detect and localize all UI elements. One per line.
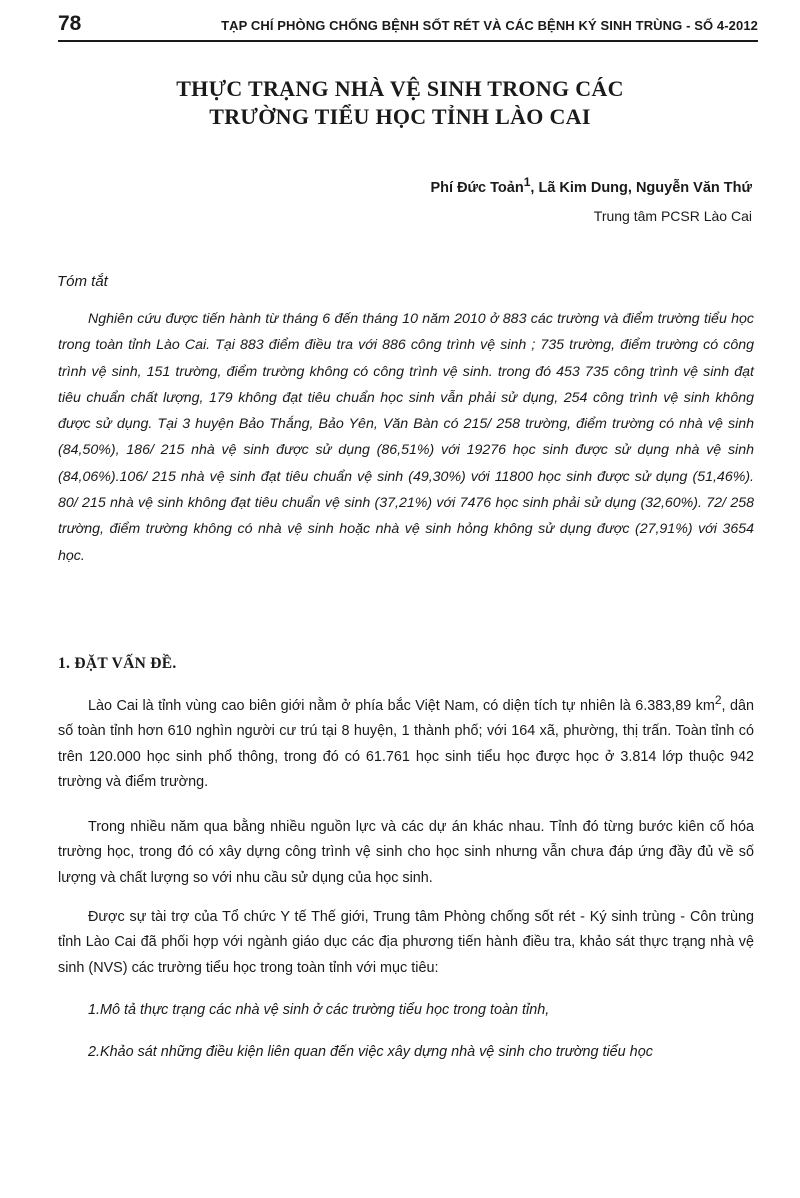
page-number: 78: [58, 12, 82, 35]
author-affiliation-mark: 1: [523, 175, 531, 189]
paragraph-background: Trong nhiều năm qua bằng nhiều nguồn lực và các dự án khác nhau. Tỉnh đó từng bước kiên cố hóa trường học, trong đó có xây dựng công trình vệ sinh cho học sinh nhưng vẫn chưa đáp ứng đầy đủ về số lượng và chất lượng so với nhu cầu sử dụng của học sinh.: [58, 819, 754, 886]
header-rule: [58, 40, 758, 42]
author-block: [430, 172, 752, 226]
paragraph-funding: Được sự tài trợ của Tổ chức Y tế Thế giới, Trung tâm Phòng chống sốt rét - Ký sinh trùng - Côn trùng tỉnh Lào Cai đã phối hợp với ngành giáo dục các địa phương tiến hành điều tra, khảo sát thực trạng nhà vệ sinh (NVS) các trường tiểu học trong toàn tỉnh với mục tiêu:: [58, 909, 754, 976]
title-line-1: THỰC TRẠNG NHÀ VỆ SINH TRONG CÁC: [176, 76, 624, 101]
journal-name: TẠP CHÍ PHÒNG CHỐNG BỆNH SỐT RÉT VÀ CÁC BỆNH KÝ SINH TRÙNG - SỐ 4-2012: [221, 18, 758, 33]
paragraph-intro-part-b: , dân số toàn tỉnh hơn 610 nghìn người cư trú tại 8 huyện, 1 thành phố; với 164 xã, phường, thị trấn. Toàn tỉnh có trên 120.000 học sinh phổ thông, trong đó có 61.761 học sinh tiểu học được học ở 3.814 lớp thuộc 942 trường và điểm trường.: [58, 697, 754, 791]
article-title: [0, 75, 800, 131]
affiliation: Trung tâm PCSR Lào Cai: [593, 207, 752, 224]
title-line-2: TRƯỜNG TIỂU HỌC TỈNH LÀO CAI: [209, 104, 591, 129]
abstract-body: Nghiên cứu được tiến hành từ tháng 6 đến tháng 10 năm 2010 ở 883 các trường và điểm trường tiểu học trong toàn tỉnh Lào Cai. Tại 883 điểm điều tra với 886 công trình vệ sinh ; 735 trường, điểm trường có công trình vệ sinh, 151 trường, điểm trường không có công trình vệ sinh. trong đó 453 735 công trình vệ sinh đạt tiêu chuẩn chất lượng, 179 không đạt tiêu chuẩn học sinh vẫn phải sử dụng, 254 công trình vệ sinh không được sử dụng. Tại 3 huyện Bảo Thắng, Bảo Yên, Văn Bàn có 215/ 258 trường, điểm trường có nhà vệ sinh (84,50%), 186/ 215 nhà vệ sinh được sử dụng (86,51%) với 19276 học sinh được sử dụng nhà vệ sinh (84,06%).106/ 215 nhà vệ sinh đạt tiêu chuẩn vệ sinh (49,30%) với 11800 học sinh được sử dụng (51,46%). 80/ 215 nhà vệ sinh không đạt tiêu chuẩn vệ sinh (37,21%) với 7476 học sinh phải sử dụng (32,60%). 72/ 258 trường, điểm trường không có nhà vệ sinh hoặc nhà vệ sinh hỏng không sử dụng được (27,91%) với 3654 học.: [58, 311, 754, 564]
paragraph-intro: [58, 688, 754, 795]
author-primary: Phí Đức Toản: [430, 179, 524, 196]
abstract-heading: Tóm tắt: [57, 273, 108, 290]
section-heading: 1. ĐẶT VẤN ĐỀ.: [58, 655, 177, 672]
author-list: [430, 172, 752, 198]
area-unit-superscript: 2: [714, 693, 722, 707]
paragraph-intro-part-a: Lào Cai là tỉnh vùng cao biên giới nằm ở phía bắc Việt Nam, có diện tích tự nhiên là 6.383,89 km: [88, 697, 715, 714]
objective-2: 2.Khảo sát những điều kiện liên quan đến việc xây dựng nhà vệ sinh cho trường tiểu học: [88, 1044, 653, 1060]
running-header: [58, 12, 758, 36]
objective-1: 1.Mô tả thực trạng các nhà vệ sinh ở các trường tiểu học trong toàn tỉnh,: [88, 1002, 550, 1018]
author-others: , Lã Kim Dung, Nguyễn Văn Thứ: [530, 179, 752, 196]
